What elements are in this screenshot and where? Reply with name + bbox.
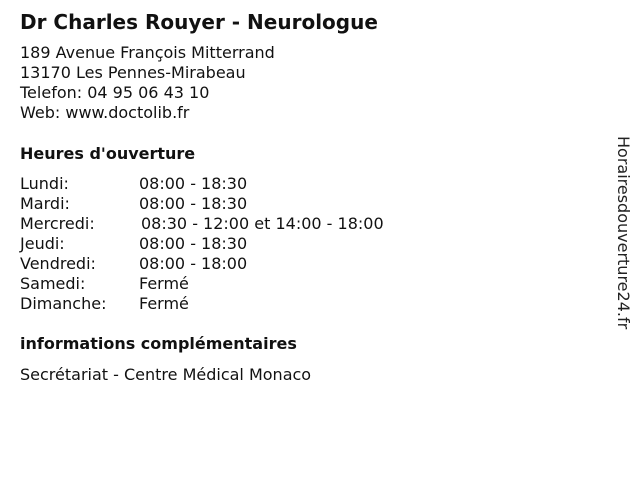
hours-day: Samedi: bbox=[20, 274, 86, 293]
hours-time: Fermé bbox=[139, 274, 189, 293]
address-city: 13170 Les Pennes-Mirabeau bbox=[20, 63, 246, 82]
hours-day: Jeudi: bbox=[20, 234, 65, 253]
hours-time: 08:00 - 18:30 bbox=[139, 234, 248, 253]
page-title: Dr Charles Rouyer - Neurologue bbox=[20, 10, 378, 34]
hours-day: Lundi: bbox=[20, 174, 69, 193]
hours-day: Mardi: bbox=[20, 194, 70, 213]
hours-row-thursday bbox=[20, 234, 480, 254]
hours-row-wednesday bbox=[20, 214, 480, 234]
hours-day: Dimanche: bbox=[20, 294, 107, 313]
opening-hours-table bbox=[20, 174, 480, 314]
additional-info-text: Secrétariat - Centre Médical Monaco bbox=[20, 365, 312, 384]
hours-row-sunday bbox=[20, 294, 480, 314]
hours-time: Fermé bbox=[139, 294, 189, 313]
hours-day: Vendredi: bbox=[20, 254, 96, 273]
hours-day: Mercredi: bbox=[20, 214, 95, 233]
opening-hours-heading: Heures d'ouverture bbox=[20, 144, 196, 163]
website: Web: www.doctolib.fr bbox=[20, 103, 190, 122]
phone-number: Telefon: 04 95 06 43 10 bbox=[20, 83, 210, 102]
hours-time: 08:00 - 18:00 bbox=[139, 254, 248, 273]
address-street: 189 Avenue François Mitterrand bbox=[20, 43, 275, 62]
hours-row-friday bbox=[20, 254, 480, 274]
hours-row-monday bbox=[20, 174, 480, 194]
additional-info-heading: informations complémentaires bbox=[20, 334, 297, 353]
hours-time: 08:00 - 18:30 bbox=[139, 194, 248, 213]
site-watermark: Horairesdouverture24.fr bbox=[614, 136, 633, 330]
hours-row-saturday bbox=[20, 274, 480, 294]
contact-block bbox=[20, 43, 275, 123]
hours-row-tuesday bbox=[20, 194, 480, 214]
hours-time: 08:30 - 12:00 et 14:00 - 18:00 bbox=[141, 214, 384, 233]
hours-time: 08:00 - 18:30 bbox=[139, 174, 248, 193]
